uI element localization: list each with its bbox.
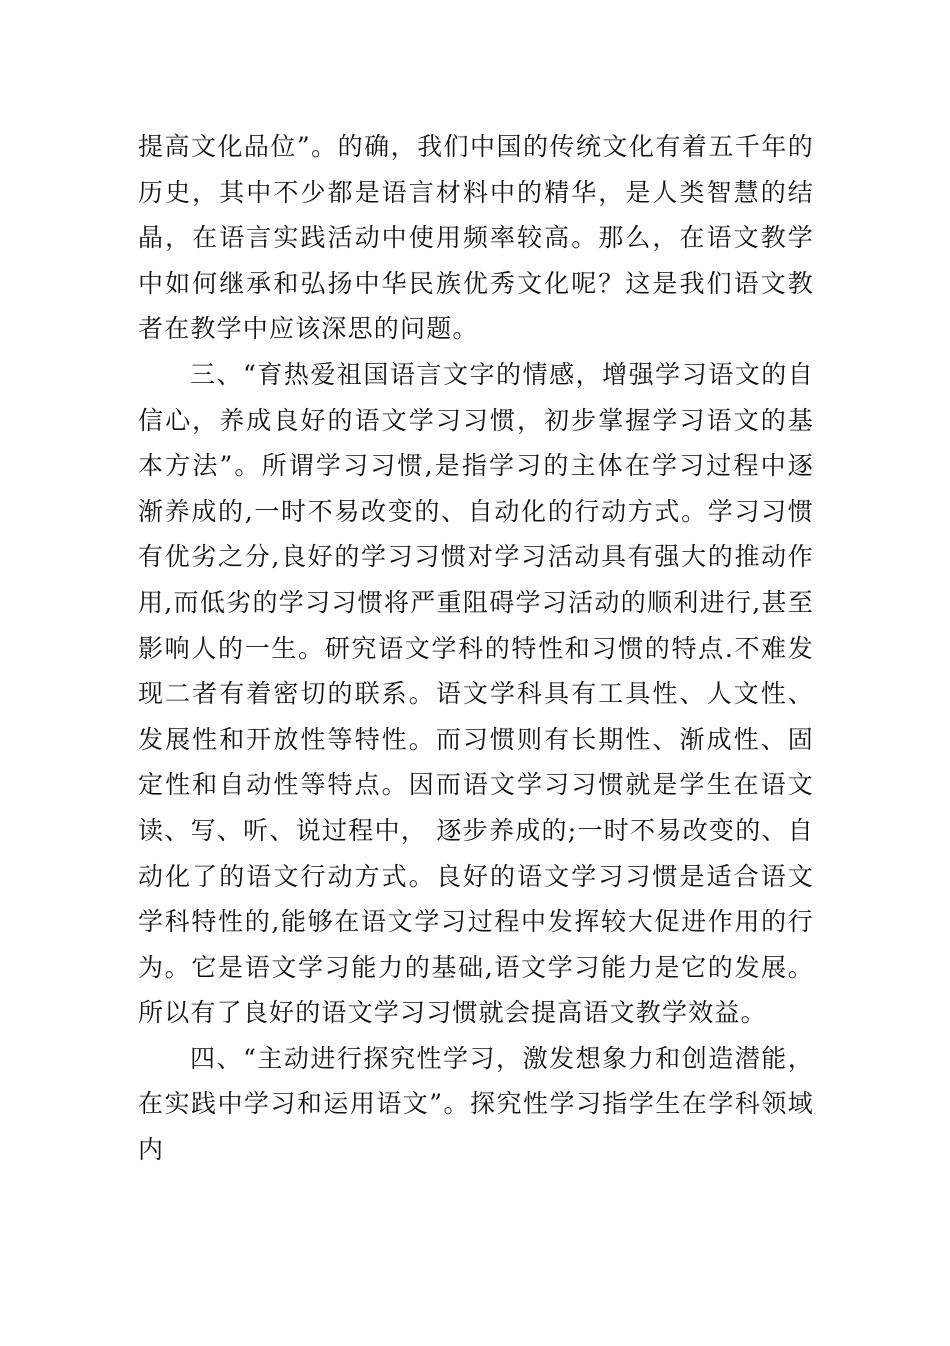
paragraph-three: 三、“育热爱祖国语言文字的情感，增强学习语文的自信心，养成良好的语文学习习惯，初步掌握学习语文的基本方法”。所谓学习习惯,是指学习的主体在学习过程中逐渐养成的,一时不易改变的、自动化的行动方式。学习习惯有优劣之分,良好的学习习惯对学习活动具有强大的推动作用,而低劣的学习习惯将严重阻碍学习活动的顺利进行,甚至影响人的一生。研究语文学科的特性和习惯的特点.不难发现二者有着密切的联系。语文学科具有工具性、人文性、发展性和开放性等特性。而习惯则有长期性、渐成性、固定性和自动性等特点。因而语文学习习惯就是学生在语文读、写、听、说过程中， 逐步养成的;一时不易改变的、自动化了的语文行动方式。良好的语文学习习惯是适合语文学科特性的,能够在语文学习过程中发挥较大促进作用的行为。它是语文学习能力的基础,语文学习能力是它的发展。所以有了良好的语文学习习惯就会提高语文教学效益。 bbox=[138, 359, 814, 1028]
document-body bbox=[138, 124, 814, 1173]
paragraph-continued: 提高文化品位”。的确，我们中国的传统文化有着五千年的历史，其中不少都是语言材料中的精华，是人类智慧的结晶，在语言实践活动中使用频率较高。那么，在语文教学中如何继承和弘扬中华民族优秀文化呢？这是我们语文教者在教学中应该深思的问题。 bbox=[138, 132, 814, 344]
paragraph-four: 四、“主动进行探究性学习，激发想象力和创造潜能，在实践中学习和运用语文”。探究性学习指学生在学科领域内 bbox=[138, 1043, 814, 1165]
